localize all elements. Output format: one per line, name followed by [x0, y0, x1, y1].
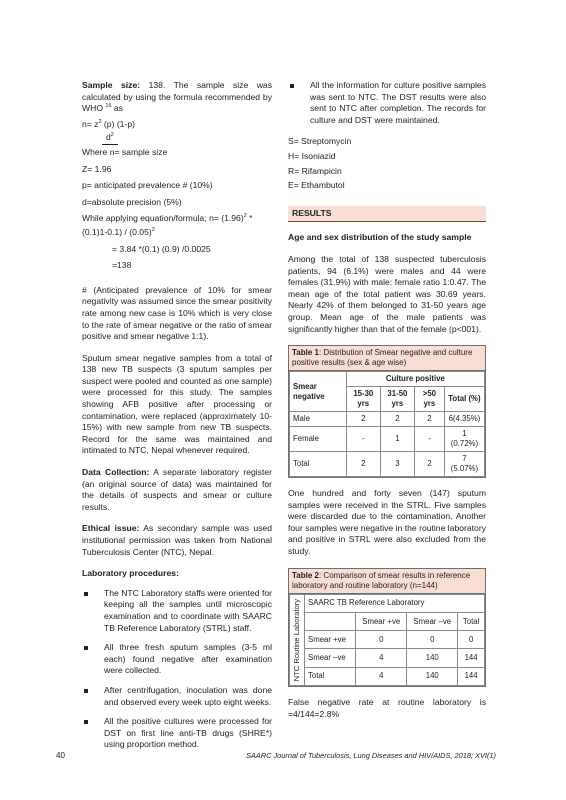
table-row: Total 2 3 2 7 (5.07%) [290, 452, 485, 477]
table-2-side-label: NTC Routine Laboratory [290, 594, 305, 685]
results-heading: RESULTS [288, 206, 486, 223]
table-header: Smear negative [290, 372, 347, 412]
bullet-icon [290, 84, 294, 88]
table-row: Smear –ve 4 140 144 [290, 649, 485, 667]
sample-size-label: Sample size: [82, 80, 141, 90]
bullet-icon [84, 592, 88, 596]
sample-size-ref: 16 [105, 103, 112, 110]
table-row: Total 4 140 144 [290, 667, 485, 685]
abbrev-rifampicin: R= Rifampicin [288, 165, 342, 176]
false-negative-text: False negative rate at routine laboratory is =4/144=2.8% [288, 696, 486, 719]
table-header: Total [458, 612, 485, 630]
table-1 [288, 345, 486, 478]
where-line: Where n= sample size [82, 146, 168, 157]
table-header: 15-30 yrs [346, 387, 380, 412]
bullet-icon [84, 689, 88, 693]
list-item: All the information for culture positive samples was sent to NTC. The DST results were also sent to NTC after completion. The records for culture and DST were maintained. [288, 80, 486, 126]
list-item: All three fresh sputum samples (3-5 ml each) found negative after examination were collected. [82, 642, 272, 677]
journal-footer: SAARC Journal of Tuberculosis, Lung Diseases and HIV/AIDS, 2018; XVI(1) [245, 751, 496, 760]
list-item: After centrifugation, inoculation was done and observed every week upto eight weeks. [82, 685, 272, 708]
ethical-paragraph: Ethical issue: As secondary sample was used institutional permission was taken from National Tuberculosis Center (NTC), Nepal. [82, 523, 272, 557]
table-1-grid [289, 371, 485, 477]
table-2-grid [289, 594, 485, 686]
age-sex-paragraph: Among the total of 138 suspected tuberculosis patients, 94 (6.1%) were males and 44 were females (31.9%) with male: female ratio 1:0.47. The mean age of the total patient was 30.69 years. Nearly 42% of them belonged to 31-50 years age group. Mean age of the male patients was significantly higher than that of the female (p<001). [288, 253, 486, 334]
table-header: Smear +ve [356, 612, 407, 630]
table-row: Female - 1 - 1 (0.72%) [290, 427, 485, 452]
table-2-caption: Table 2: Comparison of smear results in reference laboratory and routine laboratory (n=144) [289, 569, 485, 594]
table-header: 31-50 yrs [380, 387, 414, 412]
abbrev-streptomycin: S= Streptomycin [288, 136, 352, 147]
culture-list [288, 80, 486, 126]
formula-denominator: $d^2$ [82, 132, 272, 145]
formula-numerator: $n= z^2$ (p) (1-p) [82, 118, 135, 129]
anticipated-note: # (Anticipated prevalence of 10% for smear negativity was assumed since the smear positivity rate among new case is 10% which is very close to the rate of smear negative or the ratio of smear positive and smear negative 1:1). [82, 284, 272, 342]
abbrev-ethambutol: E= Ethambutol [288, 180, 345, 191]
table-2 [288, 568, 486, 687]
list-item: The NTC Laboratory staffs were oriented for keeping all the samples until microscopic examination and to coordinate with SAARC TB Reference Laboratory (STRL) staff. [82, 588, 272, 634]
sputum-received-paragraph: One hundred and forty seven (147) sputum samples were received in the STRL. Five samples were discarded due to the contamination. Another four samples were negative in the routine laboratory and positive in STRL were also excluded from the study. [288, 488, 486, 557]
bullet-icon [84, 646, 88, 650]
sample-size-text: 138. The sample size was calculated by using the formula recommended by WHO [82, 80, 272, 114]
list-item: All the positive cultures were processed for DST on first line anti-TB drugs (SHRE*) using proportion method. [82, 716, 272, 751]
table-header: SAARC TB Reference Laboratory [305, 594, 485, 612]
lab-procedures-heading: Laboratory procedures: [82, 568, 179, 579]
sample-size-paragraph [82, 80, 272, 115]
p-line: p= anticipated prevalence # (10%) [82, 180, 213, 191]
z-line: Z= 1.96 [82, 163, 112, 174]
table-1-caption: Table 1: Distribution of Smear negative and culture positive results (sex & age wise) [289, 346, 485, 371]
data-collection-paragraph: Data Collection: A separate laboratory register (an original source of data) was maintained for the details of suspects and smear or culture results. [82, 467, 272, 512]
age-sex-heading: Age and sex distribution of the study sample [288, 232, 472, 243]
abbrev-isoniazid: H= Isoniazid [288, 150, 336, 161]
equation-line-1: = 3.84 *(0.1) (0.9) /0.0025 [112, 243, 211, 254]
sputum-paragraph: Sputum smear negative samples from a total of 138 new TB suspects (3 sputum samples per suspect were pooled and counted as one sample) were processed for this study. The samples showing AFB positive after processing or contamination, were replaced (approximately 10-15%) with new sample from new TB suspects. Record for the same was maintained and intimated to NTC, Nepal whenever required. [82, 352, 272, 456]
table-header: >50 yrs [414, 387, 444, 412]
bullet-icon [84, 720, 88, 724]
right-column [288, 80, 486, 720]
left-column [82, 80, 272, 759]
table-header: Culture positive [346, 372, 484, 387]
sample-size-end: as [111, 103, 123, 114]
lab-procedures-list [82, 588, 272, 751]
table-row: Smear +ve 0 0 0 [290, 631, 485, 649]
table-header: Smear –ve [407, 612, 458, 630]
d-line: d=absolute precision (5%) [82, 196, 182, 207]
table-row: Male 2 2 2 6(4.35%) [290, 412, 485, 427]
page-number: 40 [56, 751, 65, 760]
applying-line-2: $(0.1)1-0.1) / (0.05)^2$ [82, 226, 155, 237]
applying-line: While applying equation/formula; $n= (1.96)^2$ * [82, 213, 253, 224]
equation-line-2: =138 [112, 260, 132, 271]
table-header: Total (%) [444, 387, 484, 412]
